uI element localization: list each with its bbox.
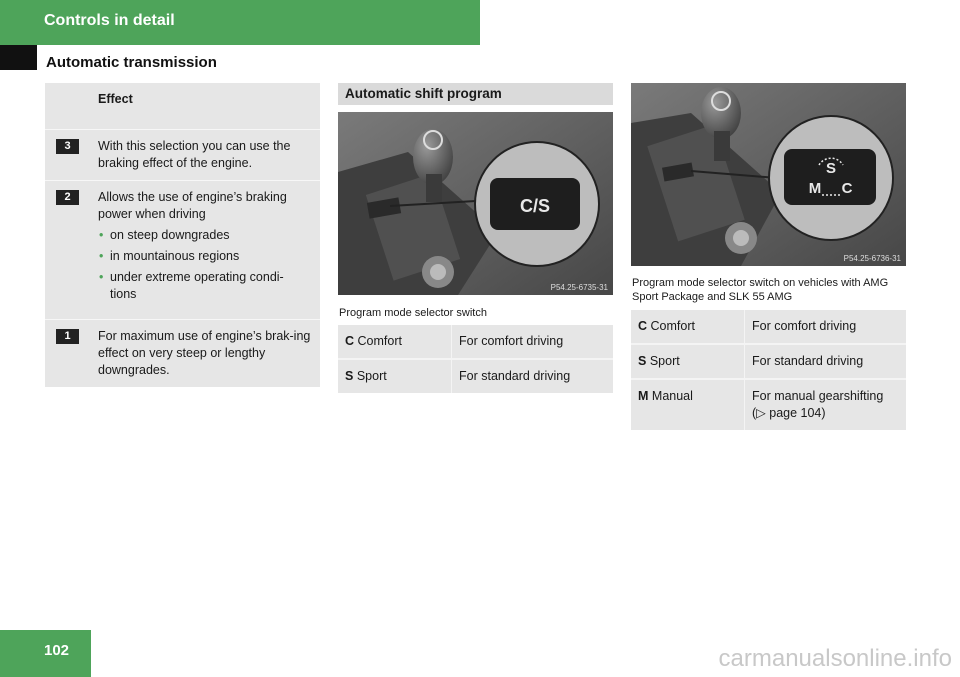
mode-desc: For manual gearshifting	[752, 389, 884, 403]
mode-letter: C	[638, 319, 648, 333]
photo-caption: Program mode selector switch on vehicles with AMG Sport Package and SLK 55 AMG	[632, 277, 889, 303]
mode-name: Comfort	[357, 334, 402, 348]
table-row	[631, 379, 906, 430]
mode-desc: For comfort driving	[745, 310, 907, 344]
photo-code: P54.25-6736-31	[843, 254, 901, 263]
effect-table	[45, 83, 320, 387]
page-number: 102	[44, 642, 70, 659]
m-button-label: M	[808, 180, 822, 197]
shift-program-heading	[338, 83, 613, 105]
mode-desc: For standard driving	[745, 344, 907, 379]
mode-table	[338, 325, 613, 393]
page-number-box	[0, 630, 91, 677]
cs-button-label: C/S	[519, 196, 551, 216]
watermark: carmanualsonline.info	[718, 645, 952, 672]
mode-desc: For comfort driving	[452, 325, 614, 359]
mode-letter: C	[345, 334, 355, 348]
list-item: • in mountainous regions	[98, 248, 314, 265]
gear-badge: 2	[56, 190, 79, 205]
table-row	[631, 310, 906, 344]
effect-header: Effect	[91, 83, 320, 130]
list-item: • on steep downgrades	[98, 227, 314, 244]
effect-text: With this selection you can use the braking effect of the engine.	[91, 130, 320, 181]
mode-letter: S	[345, 369, 354, 383]
photo-code: P54.25-6735-31	[550, 283, 608, 292]
table-row	[338, 325, 613, 359]
table-row	[45, 320, 320, 388]
gear-badge: 1	[56, 329, 79, 344]
table-row	[45, 181, 320, 320]
mode-name: Sport	[649, 354, 680, 368]
table-row	[631, 344, 906, 379]
heading-text: Automatic shift program	[345, 86, 502, 101]
effect-text: For maximum use of engine’s brak-ing effect on very steep or lengthy downgrades.	[91, 320, 320, 388]
gear-badge: 3	[56, 139, 79, 154]
gear-lever-illustration	[338, 112, 613, 295]
selector-switch-photo	[338, 112, 613, 295]
page-reference-link[interactable]: (▷ page 104)	[752, 406, 826, 420]
chapter-title: Controls in detail	[44, 12, 175, 29]
section-title: Automatic transmission	[46, 54, 217, 71]
c-button-label: C	[841, 180, 853, 197]
table-row	[338, 359, 613, 393]
s-button-label: S	[825, 160, 837, 177]
bullet-list	[98, 227, 314, 303]
mode-desc: For standard driving	[452, 359, 614, 393]
gear-lever-illustration	[631, 83, 906, 266]
list-item: • under extreme operating condi- tions	[98, 269, 314, 303]
mode-letter: S	[638, 354, 647, 368]
photo-caption: Program mode selector switch	[339, 307, 487, 319]
mode-letter: M	[638, 389, 649, 403]
effect-table-header-row	[45, 83, 320, 130]
amg-selector-switch-photo	[631, 83, 906, 266]
header-band	[0, 0, 480, 45]
table-row	[45, 130, 320, 181]
mode-name: Comfort	[650, 319, 695, 333]
effect-text: Allows the use of engine’s braking power when driving	[98, 190, 287, 221]
amg-mode-table	[631, 310, 906, 430]
mode-name: Sport	[356, 369, 387, 383]
mode-name: Manual	[651, 389, 693, 403]
side-tab	[0, 45, 37, 70]
